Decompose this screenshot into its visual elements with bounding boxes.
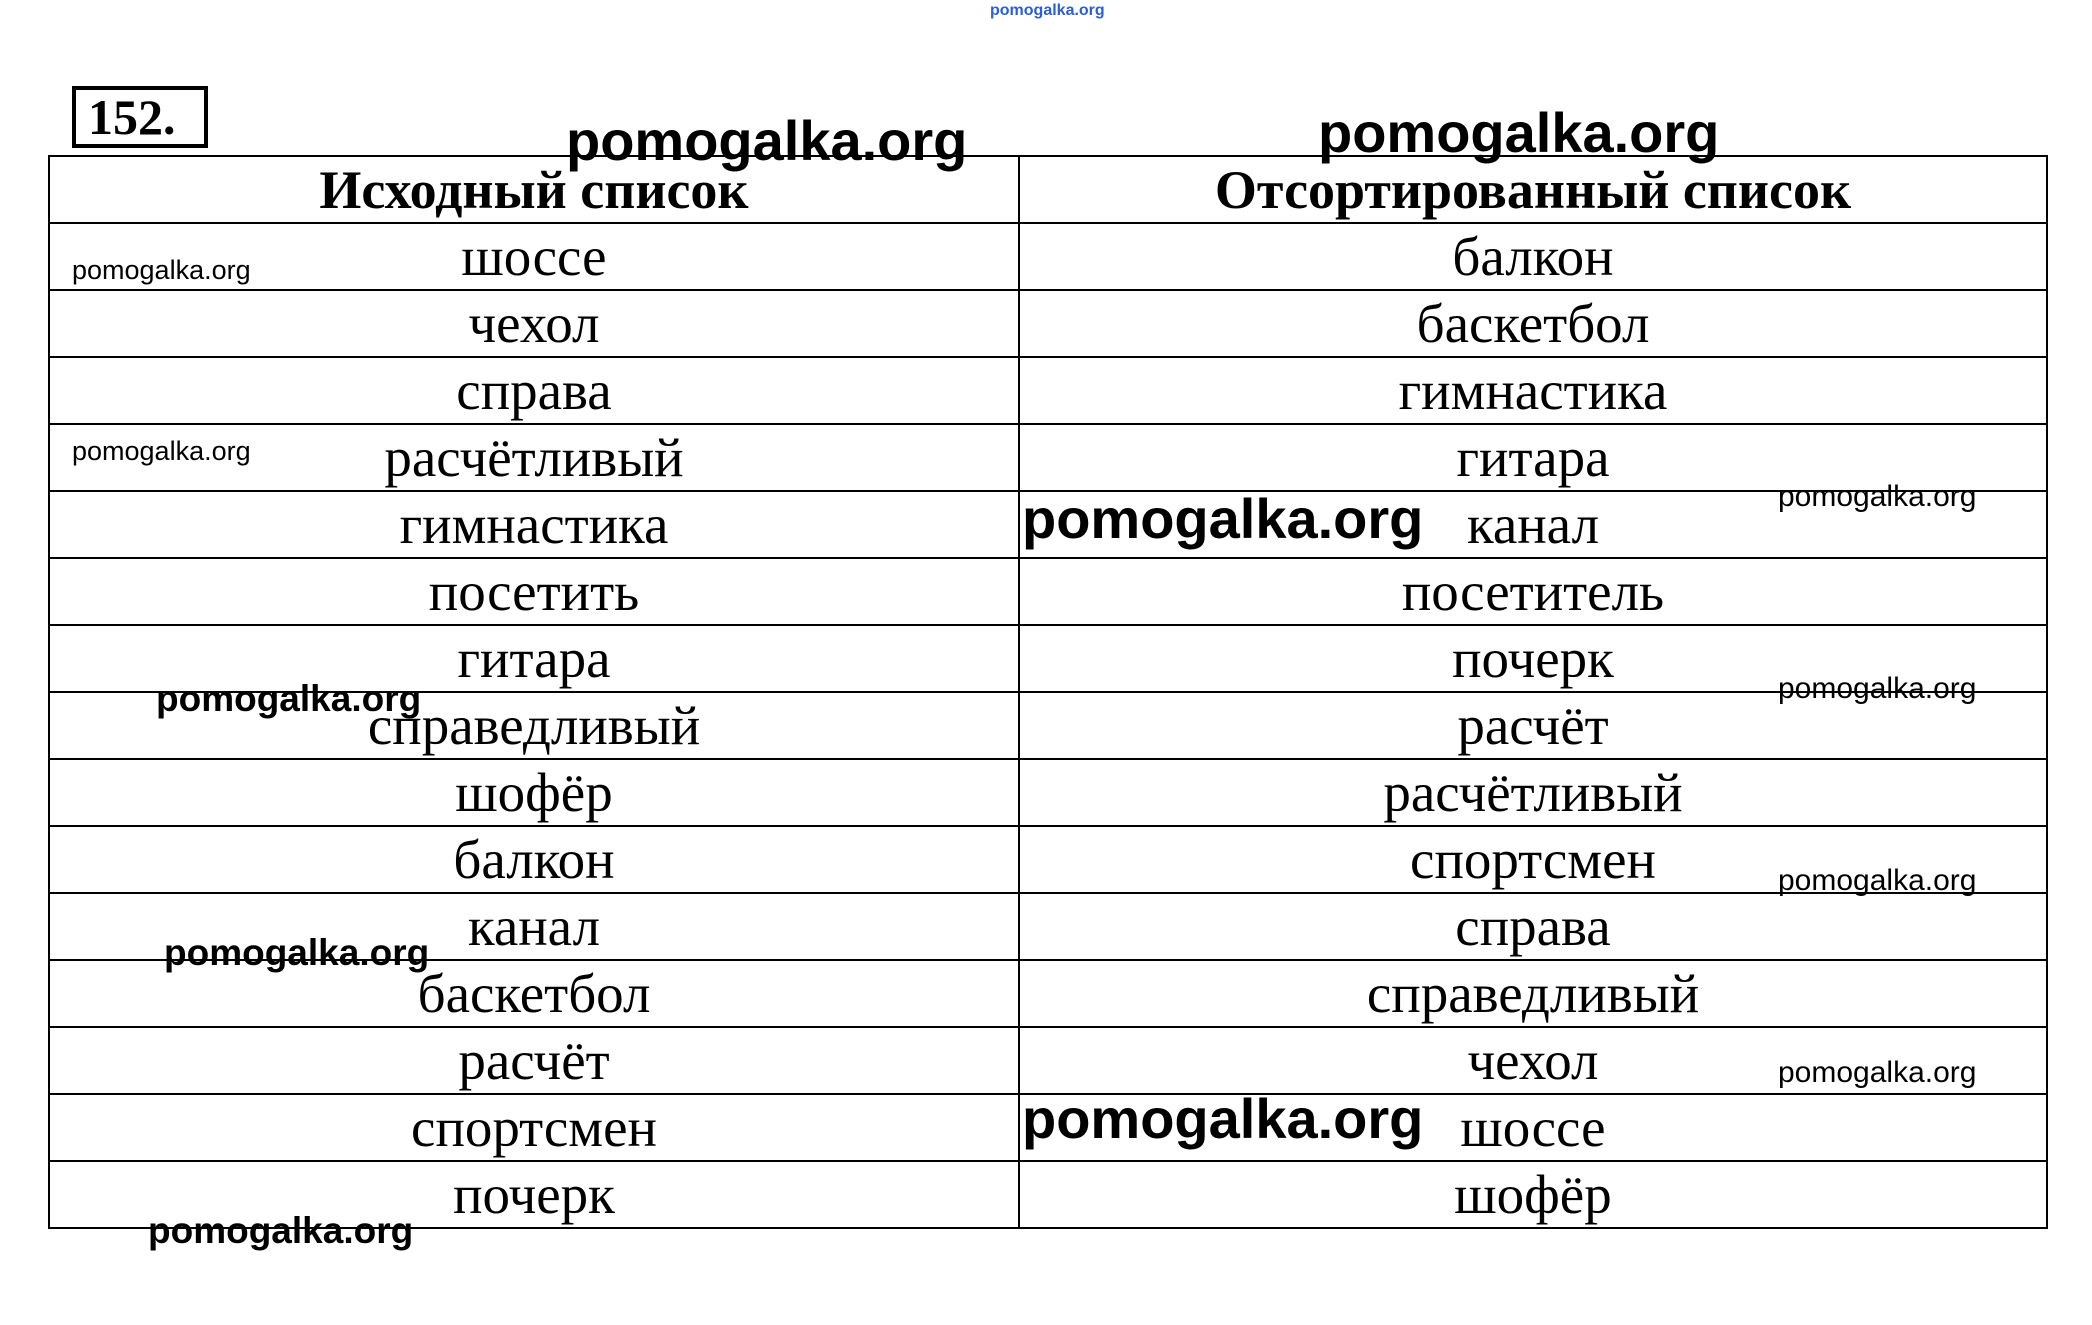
original-word: посетить bbox=[49, 558, 1019, 625]
original-word: расчётливый bbox=[49, 424, 1019, 491]
sorted-word: шофёр bbox=[1019, 1161, 2047, 1228]
table-row bbox=[49, 759, 2047, 826]
watermark: pomogalka.org bbox=[1022, 1087, 1424, 1150]
original-word: гитара bbox=[49, 625, 1019, 692]
table-row bbox=[49, 1027, 2047, 1094]
sorted-word: шоссе bbox=[1019, 1094, 2047, 1161]
sorted-word: расчёт bbox=[1019, 692, 2047, 759]
watermark: pomogalka.org bbox=[1778, 480, 1977, 513]
original-word: балкон bbox=[49, 826, 1019, 893]
watermark: pomogalka.org bbox=[156, 678, 422, 719]
original-word: гимнастика bbox=[49, 491, 1019, 558]
sorted-word: расчётливый bbox=[1019, 759, 2047, 826]
header-original-list: Исходный список bbox=[49, 156, 1019, 223]
watermark: pomogalka.org bbox=[1318, 101, 1720, 164]
watermark: pomogalka.org bbox=[72, 255, 251, 285]
sorted-word: балкон bbox=[1019, 223, 2047, 290]
watermark: pomogalka.org bbox=[1022, 487, 1424, 550]
watermark: pomogalka.org bbox=[1778, 672, 1977, 705]
original-word: справедливый bbox=[49, 692, 1019, 759]
sorted-word: чехол bbox=[1019, 1027, 2047, 1094]
original-word: шофёр bbox=[49, 759, 1019, 826]
watermark: pomogalka.org bbox=[1778, 864, 1977, 897]
top-watermark: pomogalka.org bbox=[990, 2, 1105, 19]
original-word: справа bbox=[49, 357, 1019, 424]
original-word: шоссе bbox=[49, 223, 1019, 290]
original-word: канал bbox=[49, 893, 1019, 960]
table-row bbox=[49, 558, 2047, 625]
header-sorted-list: Отсортированный список bbox=[1019, 156, 2047, 223]
table-row bbox=[49, 223, 2047, 290]
sorted-word: справедливый bbox=[1019, 960, 2047, 1027]
sorted-word: гитара bbox=[1019, 424, 2047, 491]
original-word: расчёт bbox=[49, 1027, 1019, 1094]
watermark: pomogalka.org bbox=[164, 932, 430, 973]
sorted-word: баскетбол bbox=[1019, 290, 2047, 357]
original-word: чехол bbox=[49, 290, 1019, 357]
original-word: спортсмен bbox=[49, 1094, 1019, 1161]
watermark: pomogalka.org bbox=[148, 1210, 414, 1251]
table-row bbox=[49, 357, 2047, 424]
sorted-word: гимнастика bbox=[1019, 357, 2047, 424]
table-row bbox=[49, 826, 2047, 893]
table-row bbox=[49, 424, 2047, 491]
sorted-word: справа bbox=[1019, 893, 2047, 960]
original-word: почерк bbox=[49, 1161, 1019, 1228]
sorted-word: канал bbox=[1019, 491, 2047, 558]
watermark: pomogalka.org bbox=[1778, 1056, 1977, 1089]
watermark: pomogalka.org bbox=[566, 109, 968, 172]
sorted-word: посетитель bbox=[1019, 558, 2047, 625]
watermark: pomogalka.org bbox=[72, 436, 251, 466]
table-row bbox=[49, 290, 2047, 357]
sorted-word: спортсмен bbox=[1019, 826, 2047, 893]
table-header-row bbox=[49, 156, 2047, 223]
sorted-word: почерк bbox=[1019, 625, 2047, 692]
original-word: баскетбол bbox=[49, 960, 1019, 1027]
task-number-box: 152. bbox=[72, 86, 208, 148]
